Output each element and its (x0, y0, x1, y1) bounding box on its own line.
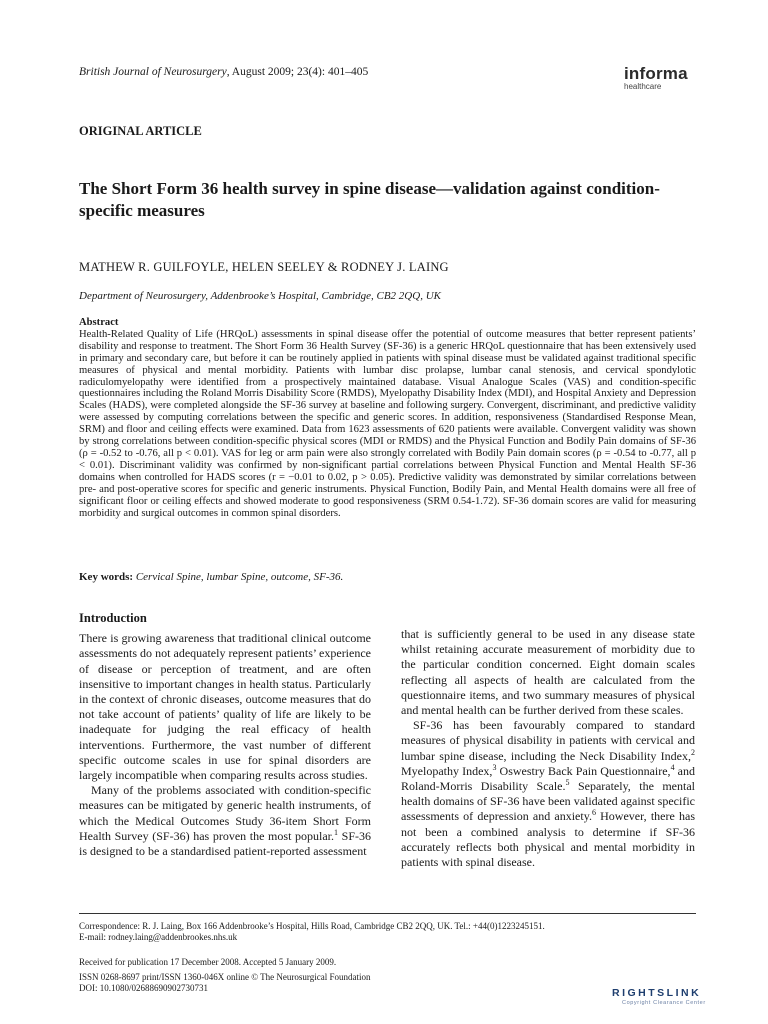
abstract-heading: Abstract (79, 317, 119, 328)
intro-paragraph-3: that is sufficiently general to be used in any disease state whilst retaining accurate measurement of morbidity due to the particular condition concerned. Eight domain scales reflecting all aspects of health are calculated from the questionnaire items, and two summary measures of physical and mental health can be further derived from these scales. (401, 627, 695, 718)
publisher-logo (624, 64, 688, 91)
keywords-value: Cervical Spine, lumbar Spine, outcome, SF-36. (135, 571, 344, 583)
text-span: Separately, the mental health domains of SF-36 have been validated against specific assessments of depression and anxiety. (401, 779, 695, 824)
abstract-text: Health-Related Quality of Life (HRQoL) assessments in spinal disease offer the potential of outcome measures that better represent patients’ disability and response to treatment. The Short Form 36 Health Survey (SF-36) is a generic HRQoL questionnaire that has been extensively used in primary and secondary care, but before it can be routinely applied in patients with spinal disease must be validated against traditional specific measures of physical and mental morbidity. Patients with lumbar disc prolapse, lumbar canal stenosis, and cervical spondylotic radiculomyelopathy were identified from a prospectively maintained database. Visual Analogue Scales (VAS) and condition-specific questionnaires including the Roland Morris Disability Score (RMDS), Myelopathy Disability Index (MDI), and Hospital Anxiety and Depression Scales (HADS), were completed alongside the SF-36 survey at baseline and following surgery. Convergent, discriminant, and predictive validity were assessed by computing correlations between the specific and generic scores. In addition, responsiveness (Standardised Response Mean, SRM) and floor and ceiling effects were examined. Data from 1623 assessments of 620 patients were available. Convergent validity was shown by strong correlations between condition-specific physical scores (MDI or RMDS) and the Physical Function and Bodily Pain domains of SF-36 (ρ = -0.52 to -0.76, all p < 0.01). VAS for leg or arm pain were also strongly correlated with Bodily Pain domain scores (ρ = -0.54 to -0.77, all p < 0.01). Discriminant validity was confirmed by non-significant partial correlations between Physical Function and Mental Health SF-36 domains when controlled for HADS scores (r = −0.01 to 0.02, p > 0.05). Predictive validity was demonstrated by similar correlations between pre- and post-operative scores for specific and generic instruments. Physical Function, Bodily Pain, and Mental Health domains were all free of significant floor or ceiling effects and showed moderate to good responsiveness (SRM 0.54-1.72). SF-36 domain scores are valid for measuring morbidity and surgical outcomes in common spinal disorders. (79, 328, 696, 519)
text-span: Myelopathy Index, (401, 763, 493, 778)
journal-citation (79, 66, 368, 78)
keywords (79, 571, 343, 583)
intro-paragraph-1: There is growing awareness that traditional clinical outcome assessments do not adequately represent patients’ experience of disease or perception of treatment, and are often insensitive to important changes in health status. Particularly in the context of chronic diseases, outcome measures that do not take account of patients’ quality of life are likely to be inadequate for judging the real efficacy of health interventions. Furthermore, the vast number of different specific outcome scales in use for spinal disorders are largely incompatible when comparing results across studies. (79, 631, 371, 783)
text-span: However, there has not been a combined analysis to determine if SF-36 accurately reflects both physical and mental morbidity in patients with spinal disease. (401, 809, 696, 870)
journal-issue: , August 2009; 23(4): 401–405 (226, 66, 369, 78)
section-heading: Introduction (79, 611, 147, 625)
email: E-mail: rodney.laing@addenbrookes.nhs.uk (79, 932, 238, 942)
rightslink-logo: RIGHTSLINK (612, 987, 702, 999)
text-span: Oswestry Back Pain Questionnaire, (496, 763, 671, 778)
article-title: The Short Form 36 health survey in spine disease—validation against condition-specific measures (79, 179, 660, 220)
doi: DOI: 10.1080/02688690902730731 (79, 983, 208, 993)
reference-marker: 2 (691, 747, 695, 757)
received-date: Received for publication 17 December 2008. Accepted 5 January 2009. (79, 957, 337, 967)
text-span: SF-36 is designed to be a standardised patient-reported assessment (79, 828, 372, 859)
logo-sub-text: healthcare (624, 82, 662, 91)
article-type: ORIGINAL ARTICLE (79, 124, 202, 138)
rightslink-subtitle: Copyright Clearance Center (622, 1000, 706, 1006)
journal-name: British Journal of Neurosurgery (79, 66, 227, 78)
correspondence: Correspondence: R. J. Laing, Box 166 Addenbrooke’s Hospital, Hills Road, Cambridge CB2 2QQ, UK. Tel.: +44(0)1223245151. (79, 921, 545, 931)
keywords-label: Key words: (79, 571, 134, 583)
intro-paragraph-4 (401, 718, 695, 870)
reference-marker: 4 (670, 762, 675, 772)
text-span: Many of the problems associated with condition-specific measures can be mitigated by generic health instruments, of which the Medical Outcomes Study 36-item Short Form Health Survey (SF-36) has proven the most popular. (79, 783, 371, 843)
issn: ISSN 0268-8697 print/ISSN 1360-046X online © The Neurosurgical Foundation (79, 972, 371, 982)
affiliation: Department of Neurosurgery, Addenbrooke’s Hospital, Cambridge, CB2 2QQ, UK (79, 290, 441, 302)
author-list: MATHEW R. GUILFOYLE, HELEN SEELEY & RODNEY J. LAING (79, 260, 449, 274)
left-column (79, 611, 371, 859)
reference-marker: 3 (492, 762, 497, 772)
footnote-divider (79, 913, 696, 914)
reference-marker: 5 (565, 778, 570, 788)
text-span: and Roland-Morris Disability Scale. (401, 763, 696, 794)
logo-main-text: informa (624, 64, 688, 83)
reference-marker: 1 (334, 827, 339, 837)
right-column (401, 627, 695, 870)
text-span: SF-36 has been favourably compared to standard measures of physical disability in patients with cervical and lumbar spine disease, including the Neck Disability Index, (401, 718, 695, 763)
intro-paragraph-2 (79, 783, 371, 859)
abstract (79, 317, 696, 519)
reference-marker: 6 (591, 808, 596, 818)
